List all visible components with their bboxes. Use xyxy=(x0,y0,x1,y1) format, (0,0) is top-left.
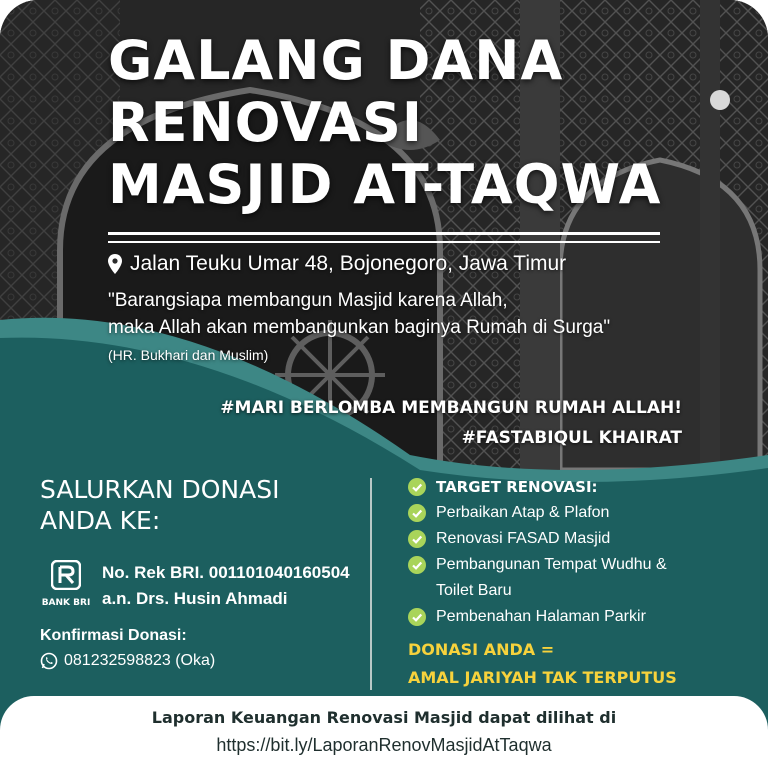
title-line: MASJID AT-TAQWA xyxy=(108,153,662,216)
confirm-label: Konfirmasi Donasi: xyxy=(40,627,187,644)
list-item xyxy=(408,500,667,526)
renovation-targets xyxy=(408,474,667,630)
donation-heading xyxy=(40,474,279,536)
check-icon xyxy=(408,530,426,548)
account-number: No. Rek BRI. 001101040160504 xyxy=(102,563,350,582)
target-item-text: Renovasi FASAD Masjid xyxy=(436,530,611,547)
check-icon xyxy=(408,556,426,574)
bank-account xyxy=(102,560,350,612)
list-item xyxy=(408,552,667,604)
check-icon xyxy=(408,504,426,522)
targets-heading-text: TARGET RENOVASI: xyxy=(436,478,598,496)
hadith-quote xyxy=(108,287,610,341)
target-item-text xyxy=(436,552,667,604)
page-title xyxy=(108,30,661,216)
list-item xyxy=(408,604,667,630)
quote-line: maka Allah akan membangunkan baginya Rumah di Surga" xyxy=(108,317,611,338)
footer xyxy=(0,696,768,768)
map-pin-icon xyxy=(108,254,122,274)
donation-heading-line: ANDA KE: xyxy=(40,506,161,535)
account-name: a.n. Drs. Husin Ahmadi xyxy=(102,589,288,608)
confirm-phone[interactable] xyxy=(40,652,215,670)
check-icon xyxy=(408,608,426,626)
targets-heading xyxy=(408,474,667,500)
target-item-line: Pembangunan Tempat Wudhu & xyxy=(436,556,667,573)
check-icon xyxy=(408,478,426,496)
title-underline xyxy=(108,232,660,243)
target-item-text: Pembenahan Halaman Parkir xyxy=(436,608,646,625)
column-divider xyxy=(370,478,372,690)
footer-note: Laporan Keuangan Renovasi Masjid dapat dilihat di xyxy=(151,708,617,727)
report-link[interactable]: https://bit.ly/LaporanRenovMasjidAtTaqwa xyxy=(216,735,552,755)
bri-logo-label: BANK BRI xyxy=(41,598,91,608)
target-item-line: Toilet Baru xyxy=(436,582,512,599)
list-item xyxy=(408,526,667,552)
amal-line: AMAL JARIYAH TAK TERPUTUS xyxy=(408,668,677,687)
address-text: Jalan Teuku Umar 48, Bojonegoro, Jawa Timur xyxy=(130,252,567,275)
address xyxy=(108,252,566,276)
quote-source: (HR. Bukhari dan Muslim) xyxy=(108,347,269,363)
whatsapp-icon xyxy=(40,652,58,670)
donation-heading-line: SALURKAN DONASI xyxy=(40,475,280,504)
quote-line: "Barangsiapa membangun Masjid karena Allah, xyxy=(108,290,508,311)
hashtag-secondary: #FASTABIQUL KHAIRAT xyxy=(461,428,682,448)
title-line: RENOVASI xyxy=(108,91,424,154)
amal-line: DONASI ANDA = xyxy=(408,640,555,659)
phone-number: 081232598823 (Oka) xyxy=(64,652,216,669)
bri-logo-icon xyxy=(51,560,81,590)
bank-bri-logo xyxy=(38,560,94,608)
target-item-text: Perbaikan Atap & Plafon xyxy=(436,504,610,521)
amal-jariyah-callout xyxy=(408,636,677,692)
hashtag-primary: #MARI BERLOMBA MEMBANGUN RUMAH ALLAH! xyxy=(220,398,682,418)
title-line: GALANG DANA xyxy=(108,29,564,92)
